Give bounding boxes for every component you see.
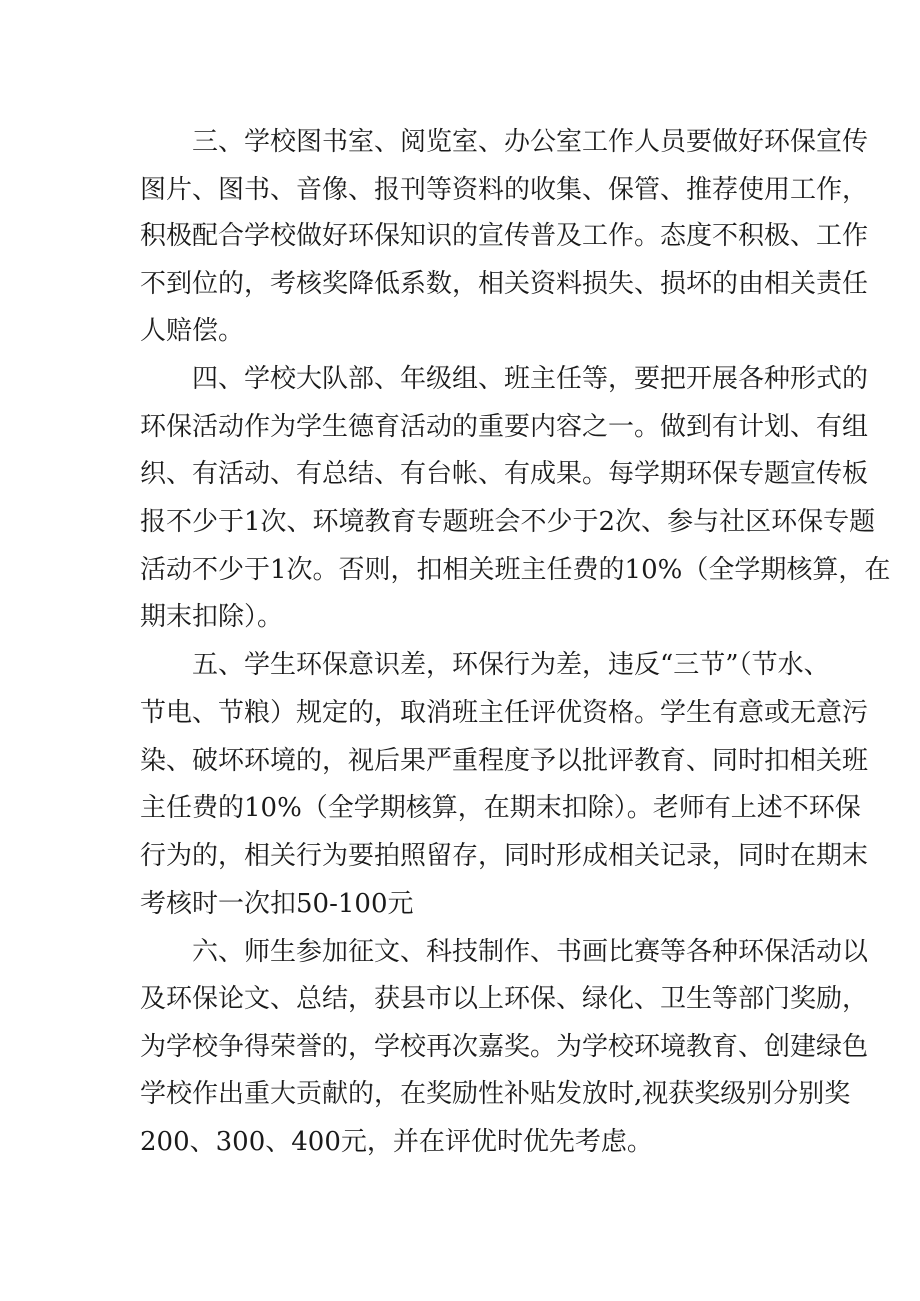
text-line: 200、300、400元，并在评优时优先考虑。: [140, 1127, 653, 1157]
text-line: 考核时一次扣50-100元: [140, 889, 414, 919]
text-line: 环保活动作为学生德育活动的重要内容之一。做到有计划、有组: [140, 412, 869, 442]
text-line: 染、破坏环境的，视后果严重程度予以批评教育、同时扣相关班: [140, 746, 869, 776]
text-line: 积极配合学校做好环保知识的宣传普及工作。态度不积极、工作: [140, 221, 869, 251]
text-line: 五、学生环保意识差，环保行为差，违反“三节”（节水、: [192, 650, 830, 680]
text-line: 人赔偿。: [140, 316, 245, 346]
text-line: 及环保论文、总结，获县市以上环保、绿化、卫生等部门奖励，: [140, 984, 869, 1014]
text-line: 三、学校图书室、阅览室、办公室工作人员要做好环保宣传: [192, 127, 869, 157]
text-line: 图片、图书、音像、报刊等资料的收集、保管、推荐使用工作，: [140, 175, 869, 205]
text-line: 织、有活动、有总结、有台帐、有成果。每学期环保专题宣传板: [140, 459, 869, 489]
text-line: 期末扣除）。: [140, 602, 284, 632]
text-line: 行为的，相关行为要拍照留存，同时形成相关记录，同时在期末: [140, 841, 869, 871]
text-line: 学校作出重大贡献的，在奖励性补贴发放时,视获奖级别分别奖: [140, 1079, 851, 1109]
text-line: 活动不少于1次。否则，扣相关班主任费的10%（全学期核算，在: [140, 555, 891, 585]
text-line: 为学校争得荣誉的，学校再次嘉奖。为学校环境教育、创建绿色: [140, 1032, 869, 1062]
text-line: 四、学校大队部、年级组、班主任等，要把开展各种形式的: [192, 364, 869, 394]
text-line: 节电、节粮）规定的，取消班主任评优资格。学生有意或无意污: [140, 698, 869, 728]
text-line: 六、师生参加征文、科技制作、书画比赛等各种环保活动以: [192, 937, 869, 967]
text-line: 主任费的10%（全学期核算，在期末扣除）。老师有上述不环保: [140, 793, 861, 823]
text-line: 报不少于1次、环境教育专题班会不少于2次、参与社区环保专题: [140, 507, 876, 537]
text-line: 不到位的，考核奖降低系数，相关资料损失、损坏的由相关责任: [140, 269, 869, 299]
